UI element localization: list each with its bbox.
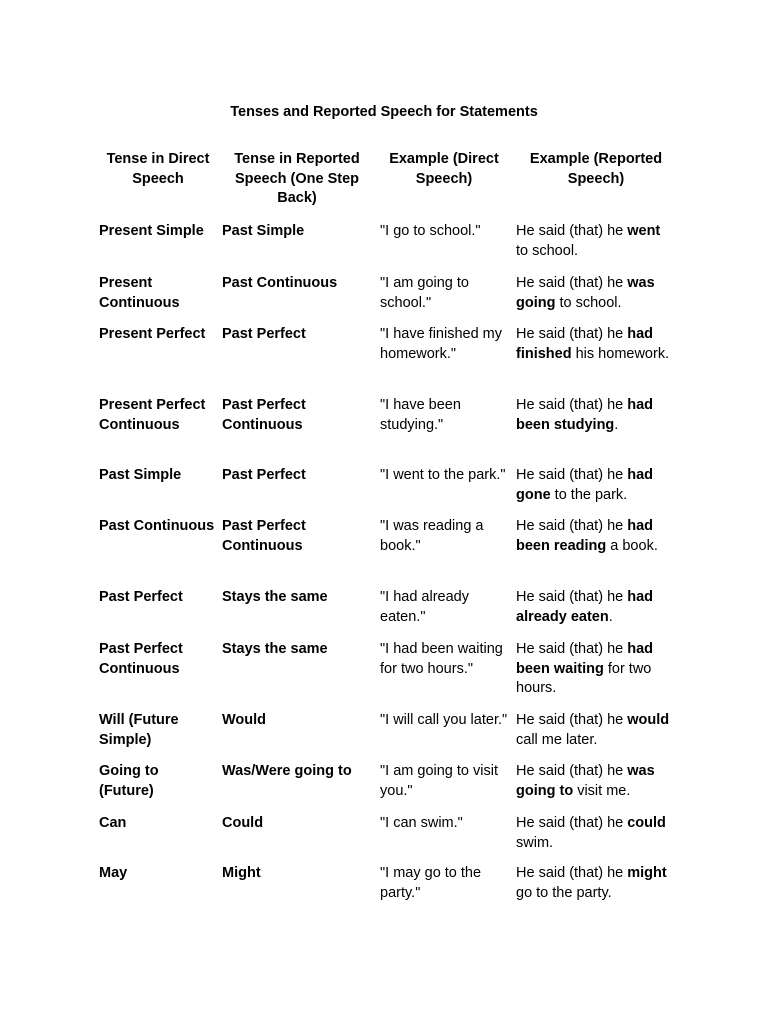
header-reported-tense: Tense in Reported Speech (One Step Back) xyxy=(234,151,360,206)
example-text: He said (that) he xyxy=(516,712,628,728)
example-text: to the park. xyxy=(550,486,628,503)
direct-tense-cell: Present Simple xyxy=(99,223,204,239)
direct-tense-cell: May xyxy=(99,865,128,881)
direct-tense-cell: Can xyxy=(99,815,127,831)
reported-tense-cell: Stays the same xyxy=(222,589,328,605)
example-text: He said (that) he xyxy=(516,589,628,605)
direct-example-cell: "I will call you later." xyxy=(380,712,508,728)
example-text: He said (that) he xyxy=(516,641,628,657)
example-text: He said (that) he xyxy=(516,518,628,534)
header-direct-tense: Tense in Direct Speech xyxy=(106,151,210,187)
highlighted-verb: had been waiting xyxy=(516,641,654,677)
highlighted-verb: had been reading xyxy=(516,518,654,554)
direct-example-cell: "I can swim." xyxy=(380,815,463,831)
example-text: a book. xyxy=(606,537,658,554)
direct-example-cell: "I go to school." xyxy=(380,223,481,239)
example-text: He said (that) he xyxy=(516,326,628,342)
highlighted-verb: might xyxy=(627,865,667,881)
example-text: to school. xyxy=(516,242,579,259)
example-text: for two hours. xyxy=(516,660,652,696)
reported-tense-cell: Past Continuous xyxy=(222,275,338,291)
highlighted-verb: was going to xyxy=(516,763,655,799)
reported-tense-cell: Was/Were going to xyxy=(222,763,352,779)
direct-example-cell: "I have been studying." xyxy=(380,397,461,433)
example-text: He said (that) he xyxy=(516,467,628,483)
reported-example-cell xyxy=(516,588,676,627)
reported-tense-cell: Past Perfect xyxy=(222,326,306,342)
highlighted-verb: had gone xyxy=(516,467,654,503)
highlighted-verb: could xyxy=(627,815,666,831)
direct-example-cell: "I may go to the party." xyxy=(380,865,482,901)
direct-tense-cell: Past Continuous xyxy=(99,518,215,534)
direct-example-cell: "I had already eaten." xyxy=(380,589,469,625)
direct-example-cell: "I am going to school." xyxy=(380,275,469,311)
highlighted-verb: was going xyxy=(516,275,655,311)
reported-tense-cell: Could xyxy=(222,815,264,831)
direct-example-cell: "I was reading a book." xyxy=(380,518,484,554)
reported-example-cell xyxy=(516,517,676,556)
direct-tense-cell: Present Continuous xyxy=(99,275,180,311)
example-text: call me later. xyxy=(516,731,598,748)
reported-example-cell xyxy=(516,466,676,505)
example-text: . xyxy=(608,608,613,625)
reported-tense-cell: Might xyxy=(222,865,261,881)
highlighted-verb: would xyxy=(627,712,670,728)
direct-example-cell: "I am going to visit you." xyxy=(380,763,498,799)
reported-tense-cell: Would xyxy=(222,712,267,728)
reported-example-cell xyxy=(516,762,676,801)
example-text: He said (that) he xyxy=(516,275,628,291)
example-text: . xyxy=(614,416,619,433)
example-text: He said (that) he xyxy=(516,397,628,413)
reported-example-cell xyxy=(516,640,676,699)
highlighted-verb: went xyxy=(627,223,661,239)
direct-example-cell: "I had been waiting for two hours." xyxy=(380,641,503,677)
example-text: his homework. xyxy=(571,345,670,362)
reported-tense-cell: Past Simple xyxy=(222,223,305,239)
direct-example-cell: "I went to the park." xyxy=(380,467,506,483)
example-text: He said (that) he xyxy=(516,763,628,779)
direct-tense-cell: Will (Future Simple) xyxy=(99,712,179,748)
highlighted-verb: had finished xyxy=(516,326,654,362)
example-text: to school. xyxy=(555,294,622,311)
reported-example-cell xyxy=(516,222,676,261)
reported-tense-cell: Past Perfect xyxy=(222,467,306,483)
direct-tense-cell: Past Perfect xyxy=(99,589,183,605)
highlighted-verb: had been studying xyxy=(516,397,654,433)
example-text: swim. xyxy=(516,834,554,851)
header-reported-example: Example (Reported Speech) xyxy=(529,151,663,187)
example-text: go to the party. xyxy=(516,884,612,901)
reported-tense-cell: Past Perfect Continuous xyxy=(222,518,306,554)
reported-example-cell xyxy=(516,325,676,364)
direct-tense-cell: Past Perfect Continuous xyxy=(99,641,183,677)
highlighted-verb: had already eaten xyxy=(516,589,654,625)
document-title: Tenses and Reported Speech for Statements xyxy=(230,104,538,120)
reported-example-cell xyxy=(516,711,676,750)
direct-tense-cell: Going to (Future) xyxy=(99,763,159,799)
example-text: He said (that) he xyxy=(516,865,628,881)
reported-tense-cell: Stays the same xyxy=(222,641,328,657)
direct-tense-cell: Past Simple xyxy=(99,467,182,483)
reported-example-cell xyxy=(516,814,676,853)
header-direct-example: Example (Direct Speech) xyxy=(389,151,499,187)
direct-example-cell: "I have finished my homework." xyxy=(380,326,503,362)
reported-example-cell xyxy=(516,396,676,435)
reported-tense-cell: Past Perfect Continuous xyxy=(222,397,306,433)
example-text: He said (that) he xyxy=(516,815,628,831)
reported-example-cell xyxy=(516,274,676,313)
direct-tense-cell: Present Perfect xyxy=(99,326,206,342)
direct-tense-cell: Present Perfect Continuous xyxy=(99,397,206,433)
example-text: He said (that) he xyxy=(516,223,628,239)
reported-example-cell xyxy=(516,864,676,903)
example-text: visit me. xyxy=(573,782,631,799)
